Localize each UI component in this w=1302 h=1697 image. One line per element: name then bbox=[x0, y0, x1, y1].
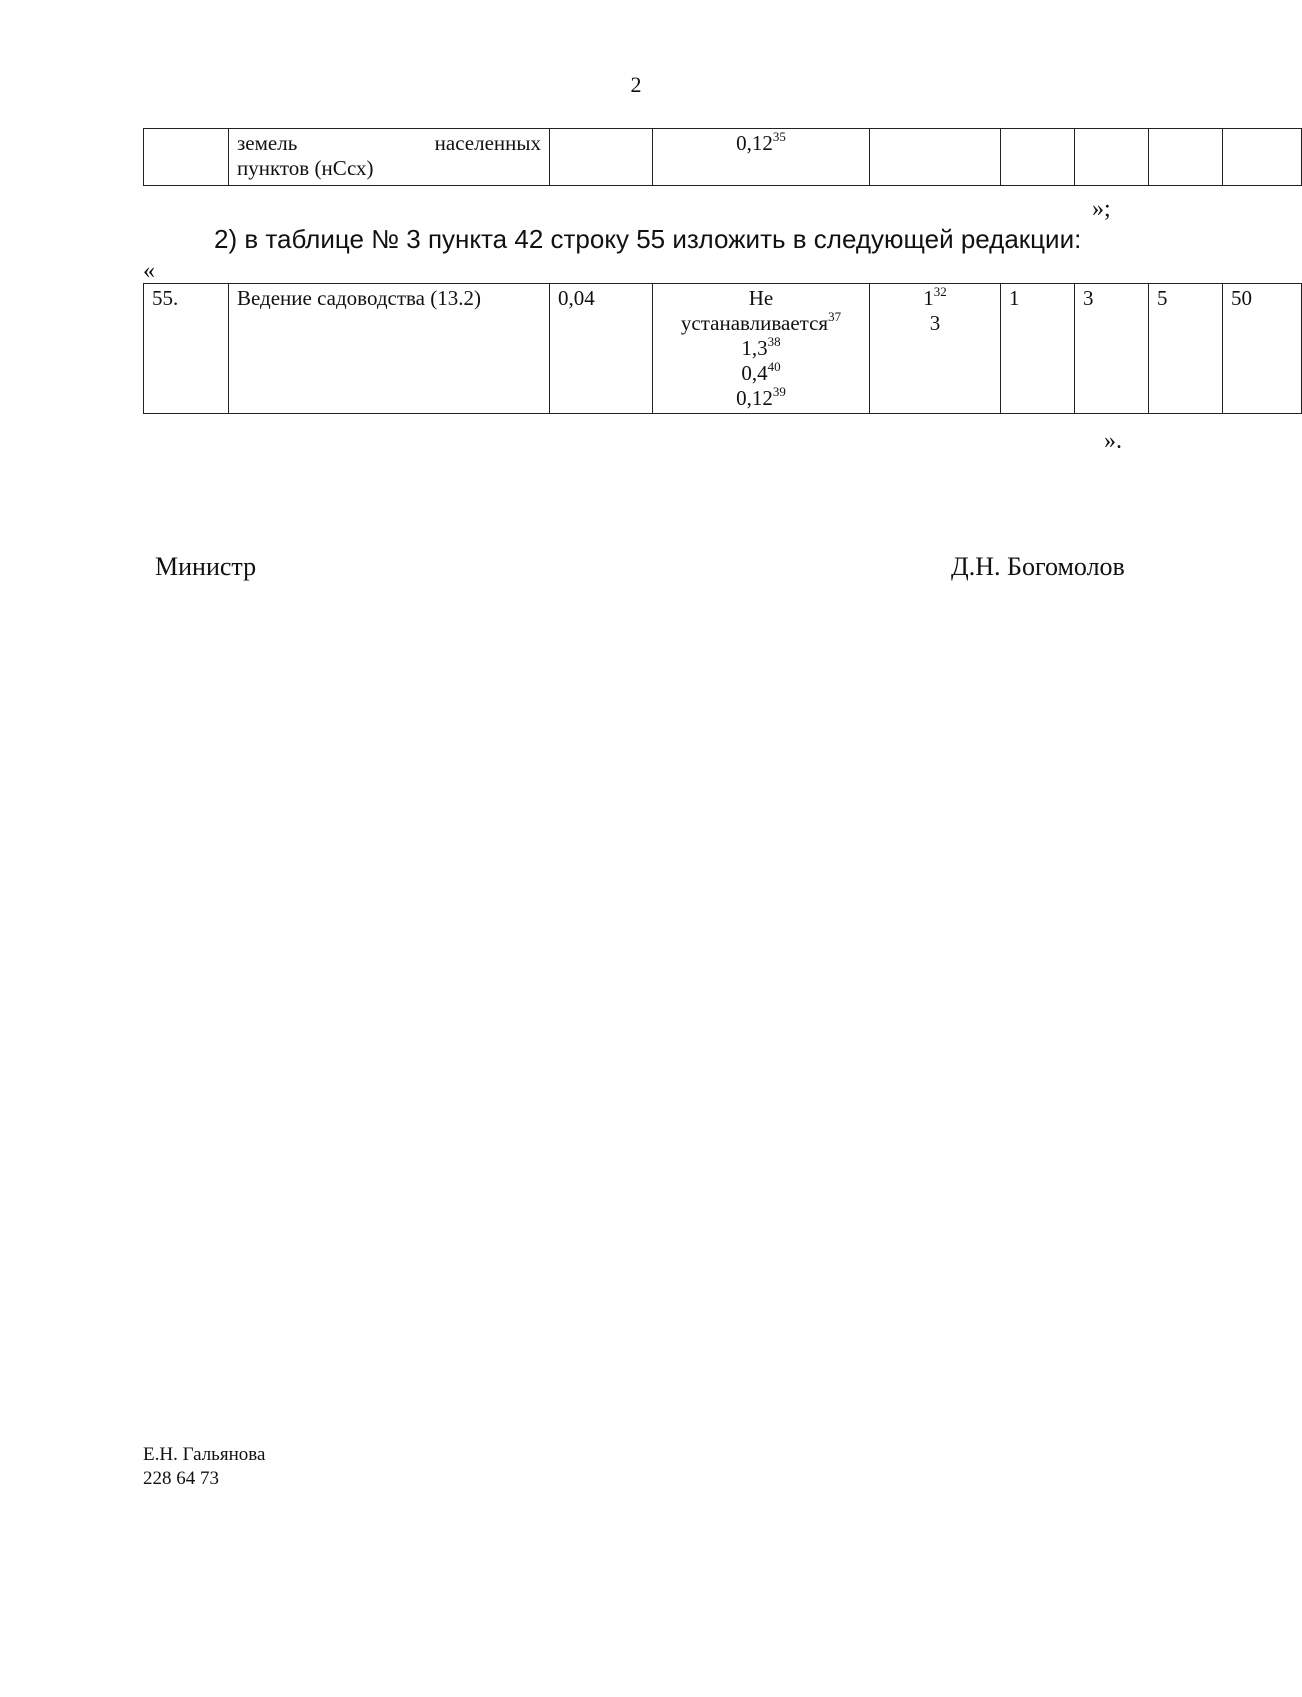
signer-name: Д.Н. Богомолов bbox=[951, 552, 1125, 581]
opening-quote: « bbox=[143, 258, 155, 284]
name-line-2: пунктов (нСсх) bbox=[237, 156, 374, 180]
table-cell-empty bbox=[1075, 129, 1149, 186]
table-cell-col3: 0,04 bbox=[550, 284, 653, 414]
value-main: 0,12 bbox=[736, 131, 773, 155]
name-word-left: земель bbox=[237, 131, 298, 155]
footnote-ref: 39 bbox=[772, 384, 786, 399]
table-row-55 bbox=[143, 283, 1302, 414]
signer-title: Министр bbox=[155, 552, 257, 581]
footnote-ref: 32 bbox=[933, 284, 947, 299]
table-cell-number bbox=[144, 129, 229, 186]
table-cell-empty bbox=[870, 129, 1001, 186]
table-cell-value bbox=[653, 129, 870, 186]
closing-quote: »; bbox=[1092, 196, 1111, 222]
table-row bbox=[144, 284, 1302, 414]
footnote-ref: 38 bbox=[767, 334, 781, 349]
contact-phone: 228 64 73 bbox=[143, 1468, 219, 1489]
table-cell-number: 55. bbox=[144, 284, 229, 414]
name-line-1 bbox=[237, 131, 541, 156]
table-cell-name: Ведение садоводства (13.2) bbox=[229, 284, 550, 414]
table-cell-col4 bbox=[653, 284, 870, 414]
table-cell-col7: 3 bbox=[1075, 284, 1149, 414]
contact-name: Е.Н. Гальянова bbox=[143, 1444, 266, 1465]
table-cell-col6: 1 bbox=[1001, 284, 1075, 414]
footnote-ref: 37 bbox=[828, 309, 842, 324]
page-number: 2 bbox=[630, 72, 642, 97]
col5-line-1-text: 1 bbox=[923, 286, 934, 310]
table-cell-empty bbox=[1149, 129, 1223, 186]
closing-quote: ». bbox=[1104, 428, 1122, 454]
col4-line-5 bbox=[661, 386, 861, 411]
col4-line-4-text: 0,4 bbox=[741, 361, 768, 385]
table-cell-name bbox=[229, 129, 550, 186]
table-cell-empty bbox=[550, 129, 653, 186]
amendment-paragraph: 2) в таблице № 3 пункта 42 строку 55 изложить в следующей редакции: bbox=[214, 224, 1082, 254]
col4-line-1: Не bbox=[748, 286, 774, 310]
col4-line-3 bbox=[661, 336, 861, 361]
col4-line-3-text: 1,3 bbox=[741, 336, 768, 360]
table-cell-empty bbox=[1001, 129, 1075, 186]
table-cell-col8: 5 bbox=[1149, 284, 1223, 414]
footnote-ref: 35 bbox=[772, 129, 786, 144]
col5-line-1 bbox=[878, 286, 992, 311]
col5-line-2: 3 bbox=[929, 311, 941, 335]
table-cell-empty bbox=[1223, 129, 1302, 186]
table-fragment-top bbox=[143, 128, 1302, 186]
col4-line-2 bbox=[661, 311, 861, 336]
col4-line-4 bbox=[661, 361, 861, 386]
table-row bbox=[144, 129, 1302, 186]
col4-line-5-text: 0,12 bbox=[736, 386, 773, 410]
footnote-ref: 40 bbox=[767, 359, 781, 374]
col4-line-2-text: устанавливается bbox=[680, 311, 829, 335]
table-cell-col9: 50 bbox=[1223, 284, 1302, 414]
table-cell-col5 bbox=[870, 284, 1001, 414]
name-word-right: населенных bbox=[434, 131, 541, 155]
